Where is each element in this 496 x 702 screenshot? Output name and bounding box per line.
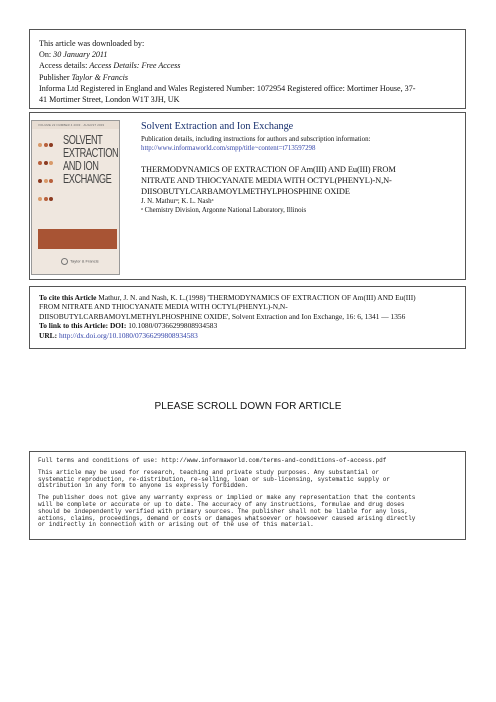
journal-url-link[interactable]: http://www.informaworld.com/smpp/title~content=t713597298 [141, 145, 316, 152]
downloaded-by-line: This article was downloaded by: [39, 39, 145, 48]
doi-line: To link to this Article: DOI: 10.1080/07366299808934583 [39, 321, 218, 331]
scroll-down-message: PLEASE SCROLL DOWN FOR ARTICLE [154, 401, 342, 412]
cite-label: To cite this Article [39, 293, 97, 302]
disclaimer-paragraph: The publisher does not give any warranty express or implied or make any representation that the contents will be complete or accurate or up to date. The accuracy of any instructions, formulae and drug doses should be independently verified with primary sources. The publisher shall not be liable for any loss, actions, claims, proceedings, demand or costs or damages whatsoever or howsoever caused arising directly or indirectly in connection with or arising out of the use of this material. [38, 494, 416, 529]
citation-line-3: DIISOBUTYLCARBAMOYLMETHYLPHOSPHINE OXIDE', Solvent Extraction and Ion Exchange, 16: 6, 1341 — 1356 [39, 311, 406, 321]
registered-office-line-1: Informa Ltd Registered in England and Wales Registered Number: 1072954 Registered office: Mortimer House, 37- [39, 83, 416, 93]
download-info-box [29, 29, 466, 109]
download-date-line: On: 30 January 2011 [39, 50, 108, 60]
journal-name: Solvent Extraction and Ion Exchange [141, 121, 294, 132]
url-line: URL: http://dx.doi.org/10.1080/07366299808934583 [39, 330, 198, 340]
journal-cover-image [31, 120, 120, 275]
doi-url-link[interactable]: http://dx.doi.org/10.1080/07366299808934583 [58, 330, 198, 340]
citation-line-2: FROM NITRATE AND THIOCYANATE MEDIA WITH OCTYL(PHENYL)-N,N- [39, 302, 288, 312]
publisher-line: Publisher Taylor & Francis [39, 72, 128, 82]
cover-dot-pattern [38, 135, 60, 207]
access-details-value: Access Details: Free Access [89, 61, 181, 71]
publisher-logo-icon [61, 258, 68, 265]
cover-title: SOLVENT EXTRACTION AND ION EXCHANGE [63, 133, 119, 186]
publication-details: Publication details, including instructions for authors and subscription information: [141, 136, 371, 143]
cover-color-block [38, 229, 117, 249]
terms-url-line: Full terms and conditions of use: http://www.informaworld.com/terms-and-conditions-of-access.pdf [38, 457, 387, 464]
registered-office-line-2: 41 Mortimer Street, London W1T 3JH, UK [39, 95, 180, 105]
doi-value: 10.1080/07366299808934583 [128, 321, 218, 331]
article-details [141, 121, 459, 215]
download-date: 30 January 2011 [53, 50, 108, 60]
citation-line-1: To cite this Article Mathur, J. N. and Nash, K. L.(1998) 'THERMODYNAMICS OF EXTRACTION OF Am(III) AND Eu(III) [39, 293, 416, 302]
article-title: THERMODYNAMICS OF EXTRACTION OF Am(III) AND Eu(III) FROM NITRATE AND THIOCYANATE MEDIA WITH OCTYL(PHENYL)-N,N- DIISOBUTYLCARBAMOYLMETHYLPHOSPHINE OXIDE [141, 165, 396, 196]
cover-volume-line: VOLUME 22 NUMBER 4 2003 · AUGUST 2003 [38, 123, 105, 127]
citation-box [29, 286, 466, 349]
author-affiliation: ᵃ Chemistry Division, Argonne National Laboratory, Illinois [141, 207, 307, 214]
article-authors: J. N. Mathurᵃ; K. L. Nashᵃ [141, 198, 214, 205]
usage-paragraph: This article may be used for research, teaching and private study purposes. Any substantial or systematic reproduction, re-distribution, re-selling, loan or sub-licensing, systematic supply or distribution in any form to anyone is expressly forbidden. [38, 468, 390, 490]
cover-publisher: Taylor & Francis [61, 258, 99, 265]
terms-box [29, 451, 466, 540]
publisher-name: Taylor & Francis [71, 72, 128, 82]
access-details-line: Access details: Access Details: Free Access [39, 61, 181, 71]
